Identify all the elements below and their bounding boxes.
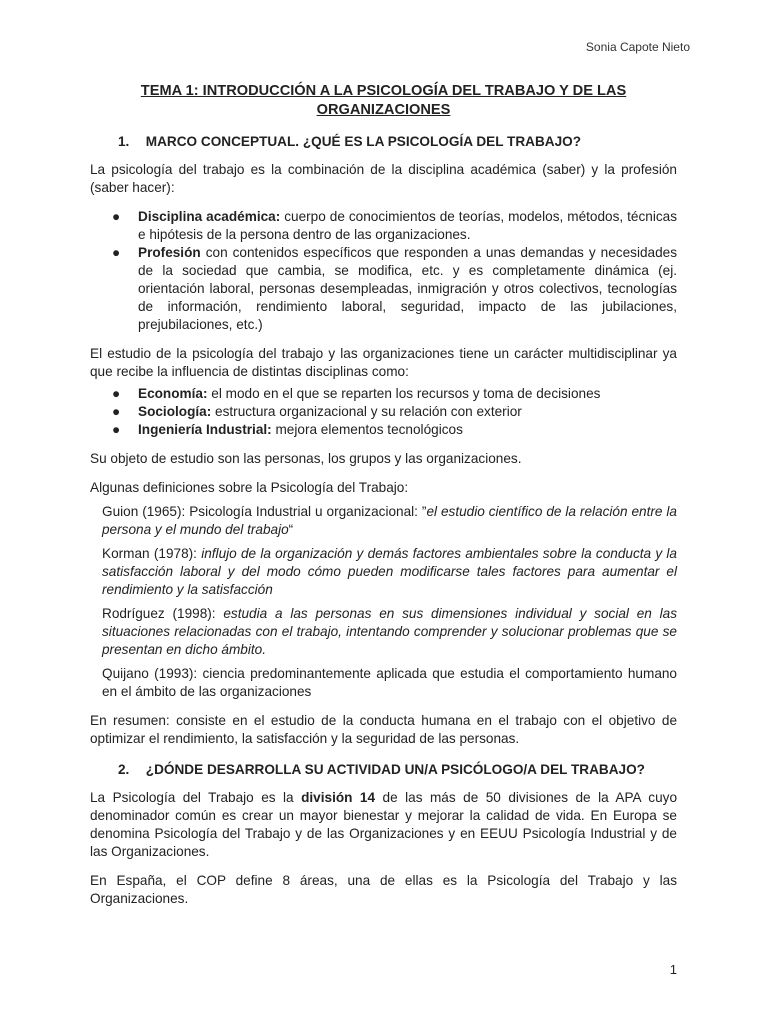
definition-quote: estudia a las personas en sus dimensiones individual y social en las situaciones relacionadas con el trabajo, intentando comprender y solucionar problemas que se presentan en dicho ámbito.	[102, 606, 677, 657]
disciplines-list	[90, 385, 677, 439]
object-paragraph: Su objeto de estudio son las personas, los grupos y las organizaciones.	[90, 451, 522, 466]
section-2-heading-text: ¿DÓNDE DESARROLLA SU ACTIVIDAD UN/A PSICÓLOGO/A DEL TRABAJO?	[145, 762, 645, 777]
summary-paragraph: En resumen: consiste en el estudio de la conducta humana en el trabajo con el objetivo de optimizar el rendimiento, la satisfacción y la seguridad de las personas.	[90, 713, 677, 746]
definitions-intro: Algunas definiciones sobre la Psicología del Trabajo:	[90, 480, 409, 495]
bullet-icon: ●	[112, 422, 121, 437]
list-item-term: Ingeniería Industrial:	[138, 422, 272, 437]
section-1-heading	[118, 134, 677, 149]
definition-quote: influjo de la organización y demás factores ambientales sobre la conducta y la satisfacción laboral y del modo cómo pueden modificarse tales factores para aumentar el rendimiento y la satisfacción	[102, 546, 677, 597]
definition-author: Guion (1965): Psicología Industrial u organizacional: ”	[102, 504, 427, 519]
list-item-text: con contenidos específicos que responden a unas demandas y necesidades de la sociedad que cambia, se modifica, etc. y es completamente dinámica (ej. orientación laboral, personas desempleadas, inmigración y otros colectivos, tecnologías de información, rendimiento laboral, seguridad, impacto de las jubilaciones, prejubilaciones, etc.)	[138, 245, 677, 332]
definition-quote: el estudio científico de la relación entre la persona y el mundo del trabajo	[102, 504, 677, 537]
list-item	[90, 385, 677, 403]
bullet-icon: ●	[112, 404, 121, 419]
definition-rodriguez	[102, 605, 677, 659]
apa-text-start: La Psicología del Trabajo es la	[90, 790, 302, 805]
list-item-term: Disciplina académica:	[138, 209, 281, 224]
definition-korman	[102, 545, 677, 599]
list-item	[90, 403, 677, 421]
list-item	[90, 244, 677, 334]
bullet-icon: ●	[112, 245, 121, 260]
bullet-icon: ●	[112, 386, 121, 401]
document-body	[90, 82, 677, 919]
header-author: Sonia Capote Nieto	[585, 40, 690, 54]
list-item-term: Profesión	[138, 245, 201, 260]
list-item	[90, 421, 677, 439]
list-item	[90, 208, 677, 244]
list-item-term: Economía:	[138, 386, 208, 401]
discipline-profession-list	[90, 208, 677, 334]
page-number: 1	[669, 962, 677, 977]
definition-quijano: Quijano (1993): ciencia predominantemente aplicada que estudia el comportamiento humano en el ámbito de las organizaciones	[102, 666, 677, 699]
apa-paragraph	[90, 789, 677, 861]
cop-paragraph: En España, el COP define 8 áreas, una de ellas es la Psicología del Trabajo y las Organizaciones.	[90, 873, 677, 906]
list-item-text: mejora elementos tecnológicos	[271, 422, 463, 437]
list-item-text: estructura organizacional y su relación con exterior	[211, 404, 522, 419]
list-item-term: Sociología:	[138, 404, 212, 419]
apa-division-bold: división 14	[301, 790, 376, 805]
list-item-text: cuerpo de conocimientos de teorías, modelos, métodos, técnicas e hipótesis de la persona dentro de las organizaciones.	[138, 209, 677, 242]
section-1-heading-text: MARCO CONCEPTUAL. ¿QUÉ ES LA PSICOLOGÍA DEL TRABAJO?	[145, 134, 582, 149]
apa-text-end: de las más de 50 divisiones de la APA cuyo denominador común es crear un mayor bienestar y mejorar la calidad de vida. En Europa se denomina Psicología del Trabajo y de las Organizaciones y en EEUU Psicología Industrial y de las Organizaciones.	[90, 790, 678, 859]
section-1-number: 1.	[118, 134, 130, 149]
bullet-icon: ●	[112, 209, 121, 224]
section-2-heading	[118, 762, 677, 777]
title-line-2: ORGANIZACIONES	[316, 102, 451, 118]
definition-guion	[102, 503, 677, 539]
title-line-1: TEMA 1: INTRODUCCIÓN A LA PSICOLOGÍA DEL TRABAJO Y DE LAS	[140, 83, 627, 99]
definition-author: Rodríguez (1998):	[102, 606, 224, 621]
definition-author: Korman (1978):	[102, 546, 202, 561]
definitions-block	[102, 503, 677, 701]
intro-paragraph: La psicología del trabajo es la combinación de la disciplina académica (saber) y la profesión (saber hacer):	[90, 162, 677, 195]
definition-closing-quote: “	[288, 522, 294, 537]
page-title	[90, 82, 677, 120]
section-2-number: 2.	[118, 762, 130, 777]
list-item-text: el modo en el que se reparten los recursos y toma de decisiones	[207, 386, 601, 401]
multidisciplinary-paragraph: El estudio de la psicología del trabajo y las organizaciones tiene un carácter multidisciplinar ya que recibe la influencia de distintas disciplinas como:	[90, 346, 677, 379]
